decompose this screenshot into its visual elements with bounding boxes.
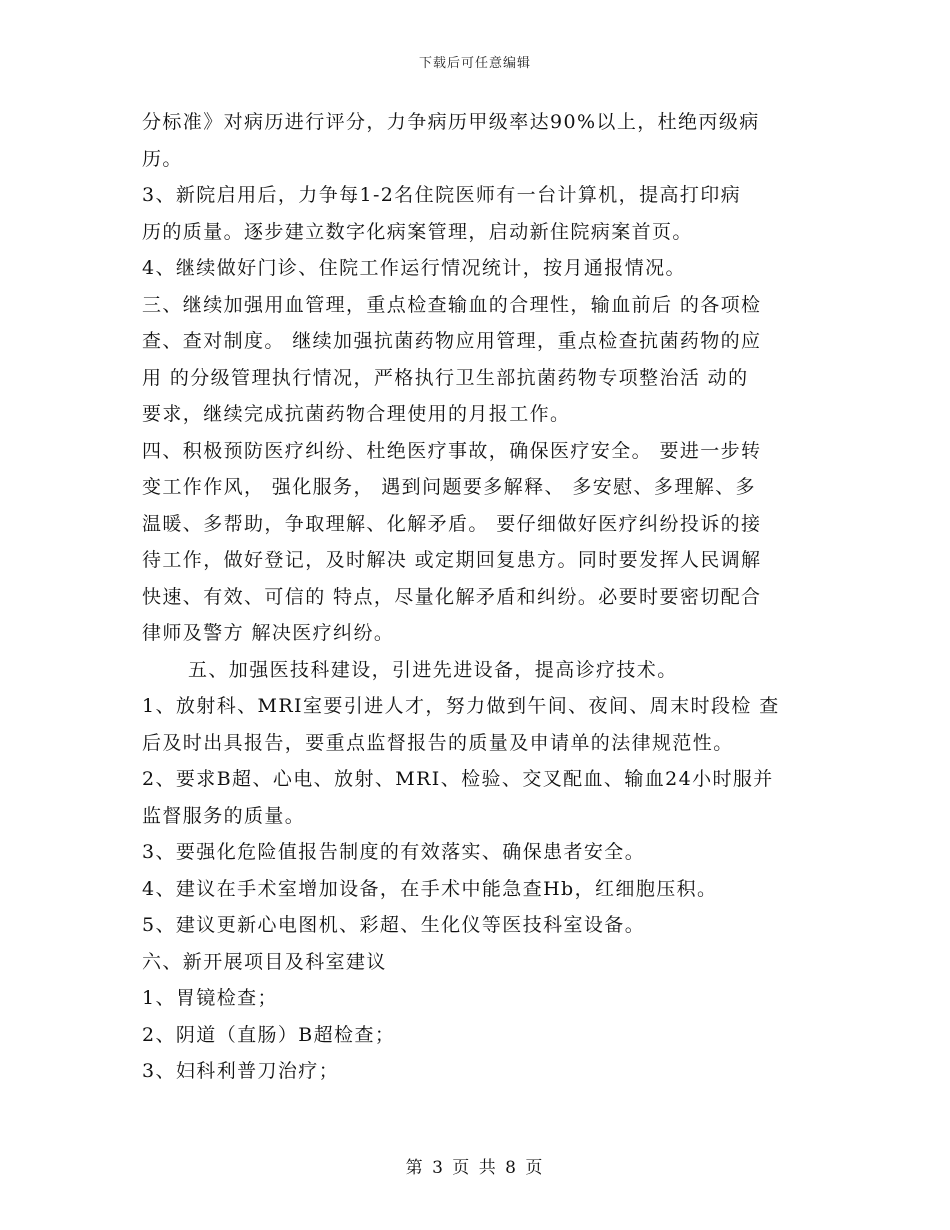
body-line: 用 的分级管理执行情况，严格执行卫生部抗菌药物专项整治活 动的	[142, 366, 749, 389]
body-line: 4、建议在手术室增加设备，在手术中能急查Hb，红细胞压积。	[142, 877, 718, 900]
body-line: 待工作，做好登记，及时解决 或定期回复患方。同时要发挥人民调解	[142, 549, 762, 571]
body-line: 5、建议更新心电图机、彩超、生化仪等医技科室设备。	[142, 914, 646, 936]
body-line: 后及时出具报告，要重点监督报告的质量及申请单的法律规范性。	[142, 731, 734, 754]
body-line: 3、要强化危险值报告制度的有效落实、确保患者安全。	[142, 841, 646, 863]
body-line: 3、新院启用后，力争每1-2名住院医师有一台计算机，提高打印病	[142, 184, 742, 206]
body-line: 律师及警方 解决医疗纠纷。	[142, 622, 395, 644]
body-line: 查、查对制度。 继续加强抗菌药物应用管理，重点检查抗菌药物的应	[142, 330, 762, 352]
body-line: 温暖、多帮助，争取理解、化解矛盾。 要仔细做好医疗纠纷投诉的接	[142, 512, 762, 535]
body-line: 要求，继续完成抗菌药物合理使用的月报工作。	[142, 403, 571, 425]
page-header: 下载后可任意编辑	[418, 56, 531, 71]
document-body	[142, 104, 812, 1090]
body-line: 4、继续做好门诊、住院工作运行情况统计，按月通报情况。	[142, 257, 686, 279]
body-line: 历的质量。逐步建立数字化病案管理，启动新住院病案首页。	[142, 220, 693, 243]
body-line: 监督服务的质量。	[142, 804, 306, 827]
section-heading-4: 四、积极预防医疗纠纷、杜绝医疗事故，确保医疗安全。 要进一步转	[142, 439, 762, 462]
section-heading-5: 五、加强医技科建设，引进先进设备，提高诊疗技术。	[188, 658, 678, 681]
section-heading-3: 三、继续加强用血管理，重点检查输血的合理性，输血前后 的各项检	[142, 293, 762, 316]
list-item: 2、阴道（直肠）B超检查；	[142, 1023, 396, 1046]
body-line: 历。	[142, 147, 183, 170]
body-line: 2、要求B超、心电、放射、MRI、检验、交叉配血、输血24小时服并	[142, 768, 774, 790]
list-item: 3、妇科利普刀治疗；	[142, 1060, 340, 1082]
section-heading-6: 六、新开展项目及科室建议	[142, 950, 387, 973]
body-line: 分标准》对病历进行评分，力争病历甲级率达90%以上，杜绝丙级病	[142, 111, 760, 133]
body-line: 1、放射科、MRI室要引进人才，努力做到午间、夜间、周末时段检 查	[142, 695, 780, 717]
page-footer: 第 3 页 共 8 页	[405, 1158, 545, 1178]
body-line: 快速、有效、可信的 特点，尽量化解矛盾和纠纷。必要时要密切配合	[142, 585, 762, 608]
body-line: 变工作作风， 强化服务， 遇到问题要多解释、 多安慰、多理解、多	[142, 476, 756, 498]
list-item: 1、胃镜检查；	[142, 987, 278, 1009]
